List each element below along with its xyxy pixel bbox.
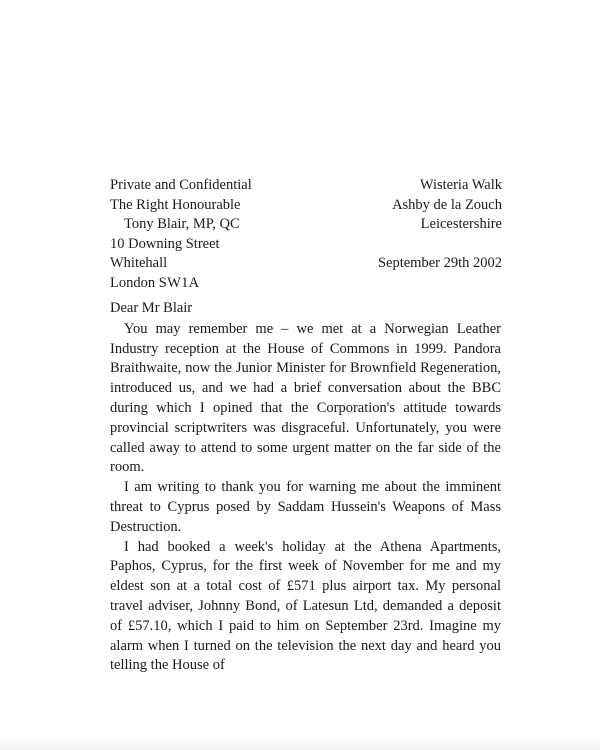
sender-line-street: Wisteria Walk [419,177,502,193]
recipient-line-street: 10 Downing Street [110,235,220,252]
recipient-city-name: London [110,274,159,291]
letter-date: September 29th 2002 [377,254,502,271]
recipient-line-confidential: Private and Confidential [110,177,252,193]
salutation: Dear Mr Blair [110,300,193,316]
sender-line-county: Leicestershire [420,216,502,233]
paragraph-holiday: I had booked a week's holiday at the Athena Apartments, Paphos, Cyprus, for the first week of November for me and my eldest son at a total cost of £571 plus airport tax. My personal travel adviser, Johnny Bond, of Latesun Ltd, demanded a deposit of £57.10, which I paid to him on September 23rd. Imagine my alarm when I turned on the television the next day and heard you telling the House of [110,538,501,674]
recipient-postcode: SW1A [158,274,200,291]
paragraph-thanks: I am writing to thank you for warning me about the imminent threat to Cyprus posed by Saddam Hussein's Weapons of Mass Destruction. [110,479,501,535]
recipient-line-city [110,274,252,294]
recipient-line-name: Tony Blair, MP, QC [124,216,240,233]
page-bottom-edge [0,736,600,750]
recipient-address [110,176,252,294]
sender-line-town: Ashby de la Zouch [392,196,502,213]
letter-body [110,299,501,676]
recipient-line-district: Whitehall [110,255,168,272]
recipient-line-title: The Right Honourable [110,196,241,213]
sender-address [378,176,502,273]
paragraph-meeting: You may remember me – we met at a Norwegian Leather Industry reception at the House of Commons in 1999. Pandora Braithwaite, now the Junior Minister for Brownfield Regeneration, introduced us, and we had a brief conversation about the BBC during which I opined that the Corporation's attitude towards provincial scriptwriters was disgraceful. Unfortunately, you were called away to attend to some urgent matter on the far side of the room. [110,320,501,476]
